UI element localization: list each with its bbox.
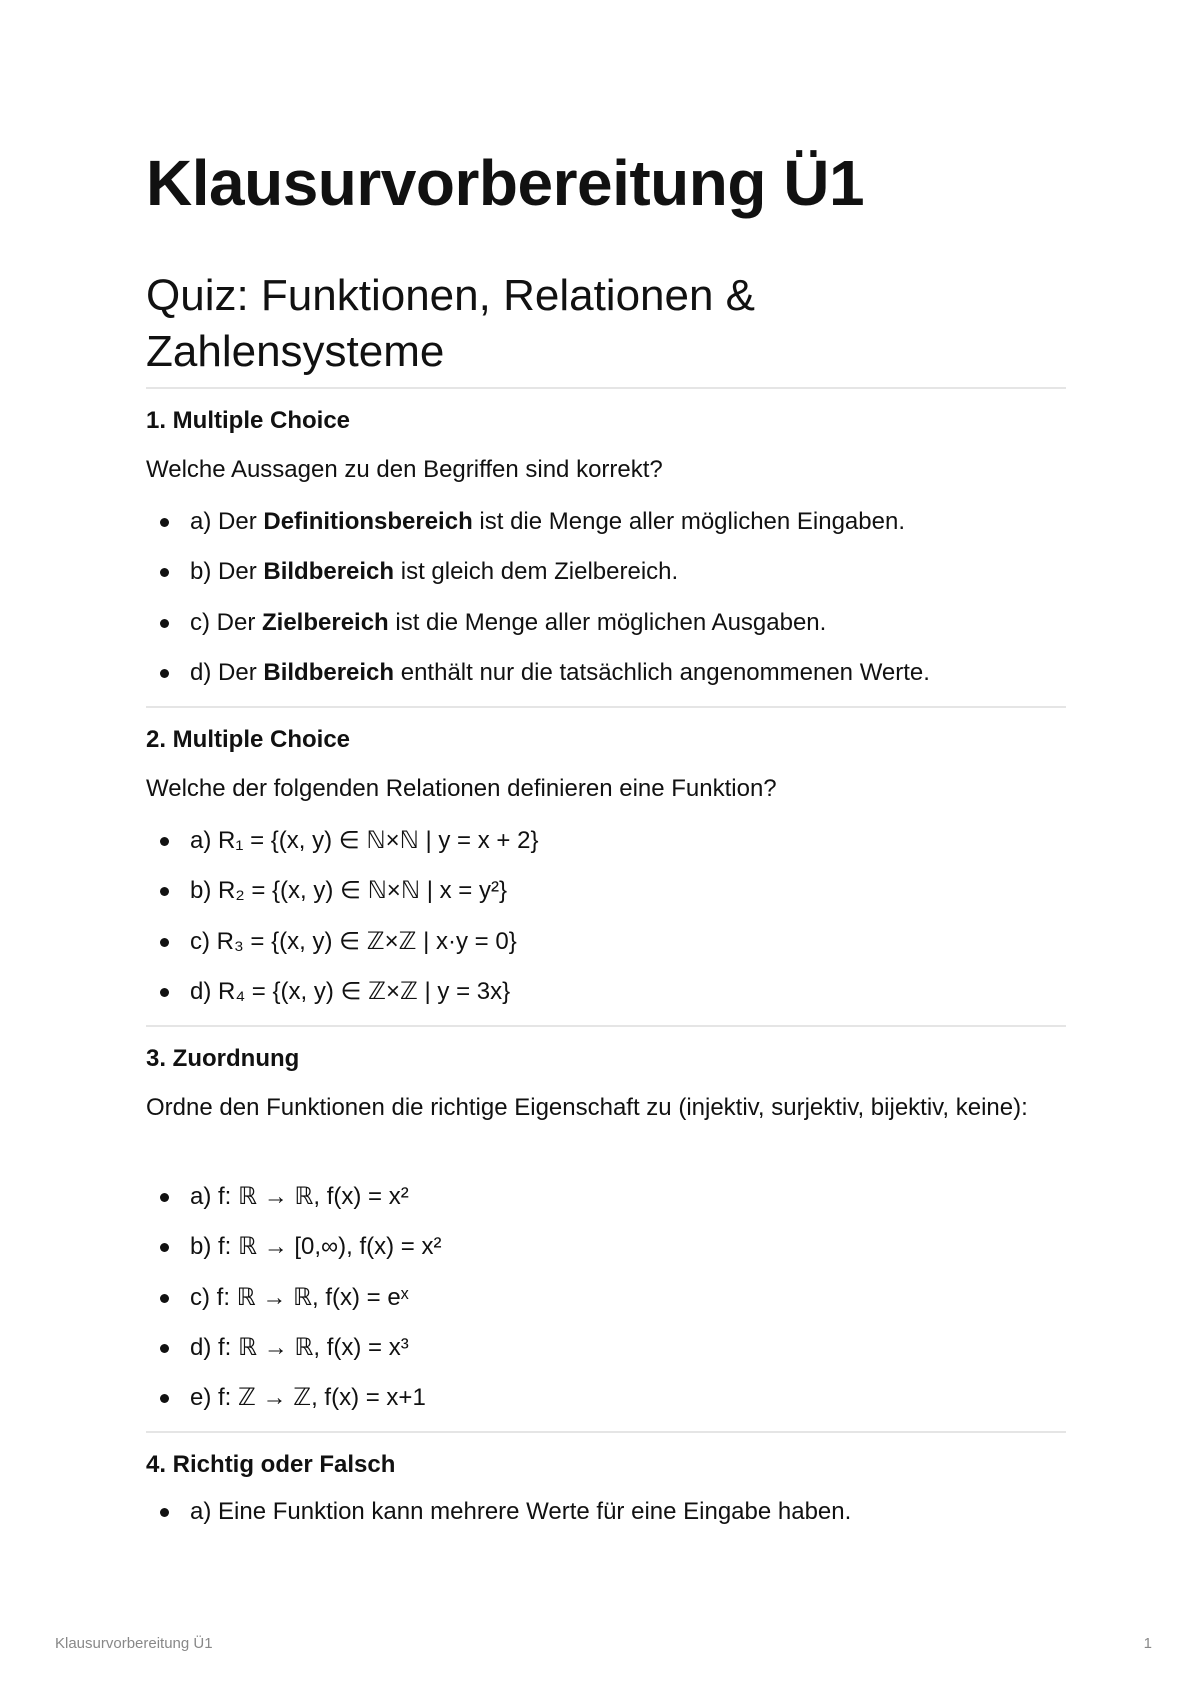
option-term: Zielbereich bbox=[262, 609, 389, 636]
option-prefix: b) Der bbox=[190, 558, 264, 585]
document-title: Klausurvorbereitung Ü1 bbox=[146, 147, 865, 219]
bullet-icon bbox=[160, 518, 169, 527]
divider bbox=[146, 1025, 1066, 1027]
bullet-icon bbox=[160, 1508, 169, 1517]
bullet-icon bbox=[160, 1394, 169, 1403]
footer-page-number: 1 bbox=[1143, 1635, 1152, 1652]
option-prefix: a) Der bbox=[190, 508, 264, 535]
option-prefix: d) Der bbox=[190, 659, 264, 686]
bullet-icon bbox=[160, 988, 169, 997]
option-term: Definitionsbereich bbox=[263, 508, 473, 535]
divider bbox=[146, 706, 1066, 708]
option-prefix: c) Der bbox=[190, 609, 262, 636]
option-text: d) R₄ = {(x, y) ∈ ℤ×ℤ | y = 3x} bbox=[190, 978, 511, 1005]
question-heading: 1. Multiple Choice bbox=[146, 407, 351, 434]
option-text: d) f: ℝ → ℝ, f(x) = x³ bbox=[190, 1334, 409, 1361]
option-text: a) f: ℝ → ℝ, f(x) = x² bbox=[190, 1183, 409, 1210]
question-heading: 4. Richtig oder Falsch bbox=[146, 1451, 396, 1478]
option-suffix: ist die Menge aller möglichen Ausgaben. bbox=[388, 609, 827, 636]
question-prompt: Ordne den Funktionen die richtige Eigenschaft zu (injektiv, surjektiv, bijektiv, keine): bbox=[146, 1094, 1028, 1121]
bullet-icon bbox=[160, 1294, 169, 1303]
bullet-icon bbox=[160, 1344, 169, 1353]
option-term: Bildbereich bbox=[263, 659, 395, 686]
option-suffix: ist die Menge aller möglichen Eingaben. bbox=[472, 508, 905, 535]
option-text: b) f: ℝ → [0,∞), f(x) = x² bbox=[190, 1233, 442, 1260]
footer-document-title: Klausurvorbereitung Ü1 bbox=[55, 1635, 213, 1652]
option-text: c) R₃ = {(x, y) ∈ ℤ×ℤ | x·y = 0} bbox=[190, 928, 517, 955]
option-text: c) f: ℝ → ℝ, f(x) = eˣ bbox=[190, 1284, 409, 1311]
bullet-icon bbox=[160, 568, 169, 577]
option-text: b) R₂ = {(x, y) ∈ ℕ×ℕ | x = y²} bbox=[190, 877, 507, 904]
question-heading: 3. Zuordnung bbox=[146, 1045, 300, 1072]
bullet-icon bbox=[160, 619, 169, 628]
bullet-icon bbox=[160, 938, 169, 947]
option-text: a) Eine Funktion kann mehrere Werte für eine Eingabe haben. bbox=[190, 1498, 852, 1525]
option-term: Bildbereich bbox=[263, 558, 395, 585]
option-text: a) R₁ = {(x, y) ∈ ℕ×ℕ | y = x + 2} bbox=[190, 827, 539, 854]
question-heading: 2. Multiple Choice bbox=[146, 726, 351, 753]
question-prompt: Welche Aussagen zu den Begriffen sind korrekt? bbox=[146, 456, 663, 483]
bullet-icon bbox=[160, 887, 169, 896]
question-prompt: Welche der folgenden Relationen definieren eine Funktion? bbox=[146, 775, 777, 802]
option-text: e) f: ℤ → ℤ, f(x) = x+1 bbox=[190, 1384, 426, 1411]
document-subtitle: Quiz: Funktionen, Relationen & Zahlensysteme bbox=[146, 271, 756, 376]
option-suffix: enthält nur die tatsächlich angenommenen Werte. bbox=[394, 659, 930, 686]
bullet-icon bbox=[160, 1193, 169, 1202]
bullet-icon bbox=[160, 669, 169, 678]
divider bbox=[146, 1431, 1066, 1433]
divider bbox=[146, 387, 1066, 389]
bullet-icon bbox=[160, 1243, 169, 1252]
option-suffix: ist gleich dem Zielbereich. bbox=[394, 558, 679, 585]
bullet-icon bbox=[160, 837, 169, 846]
